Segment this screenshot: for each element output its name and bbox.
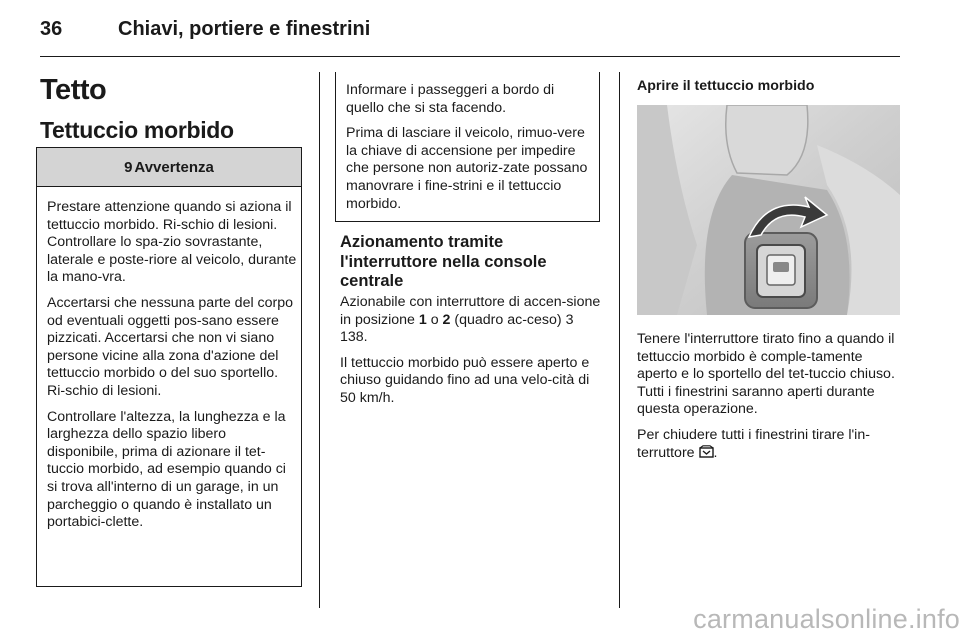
heading-azionamento: Azionamento tramite l'interruttore nella console centrale [340,233,547,290]
watermark: carmanualsonline.info [693,604,960,634]
page-number: 36 [40,18,63,40]
heading-tetto: Tetto [40,74,107,106]
warning-body [37,187,299,532]
right-text [637,331,902,470]
page-reference: 138. [340,329,368,346]
text-run: Per chiudere tutti i finestrini tirare l'in-terruttore [637,426,870,461]
roof-window-switch-icon [699,445,714,458]
right-paragraph-2 [637,427,902,462]
section2-text [340,294,602,416]
heading-tettuccio-morbido: Tettuccio morbido [40,117,234,143]
warning-triangle-icon: 9 [124,158,133,176]
info-paragraph: Prima di lasciare il veicolo, rimuo-vere la chiave di accensione per impedire che persone non autoriz-zate possano manovrare i fine-strini e il tettuccio morbido. [346,125,588,212]
section2-paragraph-2: Il tettuccio morbido può essere aperto e chiuso guidando fino ad una velo-cità di 50 km/h. [340,354,590,406]
section-title: Chiavi, portiere e finestrini [118,18,371,40]
text-run: (quadro ac-ceso) [450,311,566,328]
position-1: 1 [418,311,427,328]
header-rule [40,56,900,57]
right-paragraph-1: Tenere l'interruttore tirato fino a quando il tettuccio morbido è comple-tamente aperto e lo sportello del tet-tuccio chiuso. Tutti i finestrini saranno aperti durante questa operazione. [637,331,895,418]
text-run: o [426,311,443,328]
console-switch-photo [637,105,900,315]
text-run: Azionabile con interruttore di accen-sione in posizione [340,294,601,328]
section2-paragraph-1 [340,294,602,347]
warning-paragraph: Prestare attenzione quando si azionа il tettuccio morbido. Ri-schio di lesioni. Controllare lo spa-zio sovrastante, laterale e poste-riore al veicolo, durante la mano-vra. [47,199,297,286]
warning-box [36,147,302,587]
warning-title: Avvertenza [134,158,214,176]
text-run: . [713,444,718,461]
info-paragraph: Informare i passeggeri a bordo di quello che si sta facendo. [346,82,555,116]
warning-header [37,148,301,187]
heading-aprire: Aprire il tettuccio morbido [637,78,815,94]
warning-paragraph: Accertarsi che nessuna parte del corpo od eventuali oggetti pos-sano essere pizzicati. Accertarsi che non vi siano persone vicine alla zona d'azione del tettuccio morbido o del suo sportello. Ri-schio di lesioni. [47,294,294,399]
info-box [335,72,600,222]
column-divider-right [619,72,620,608]
console-switch-illustration [637,105,900,315]
position-2: 2 [442,311,451,328]
warning-paragraph: Controllare l'altezza, la lunghezza e la larghezza dello spazio libero disponibile, prima di azionare il tet-tuccio morbido, ad esempio quando ci si trova all'interno di un garage, in un parcheggio o quando è installato un portabici-clette. [47,408,286,531]
page-reference-icon: 3 [565,311,574,328]
column-divider-left [319,72,320,608]
